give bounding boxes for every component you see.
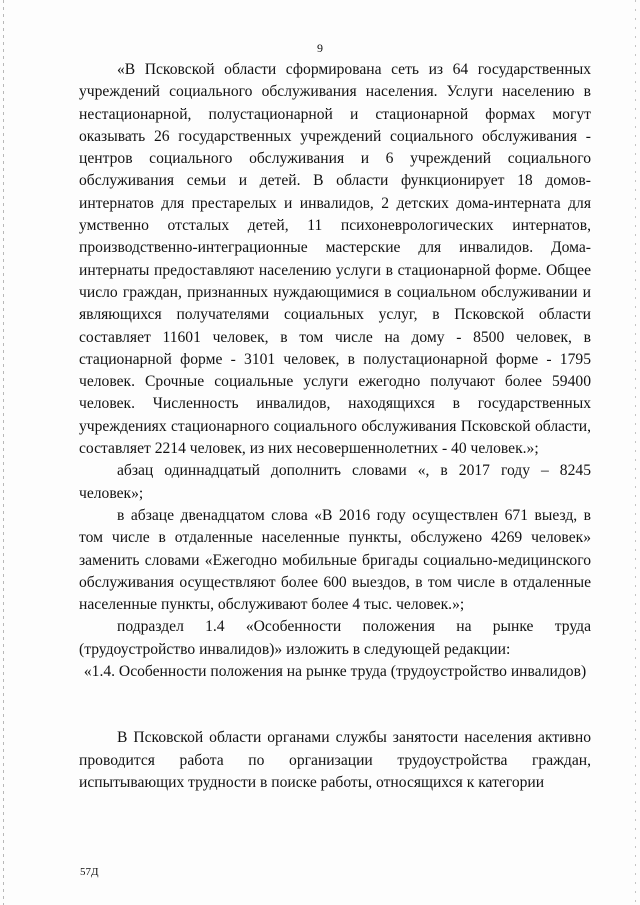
page-number: 9 [317, 41, 323, 55]
section-heading: «1.4. Особенности положения на рынке труда (трудоустройство инвалидов) [83, 663, 587, 681]
paragraph-subsection-intro: подраздел 1.4 «Особенности положения на рынке труда (трудоустройство инвалидов)» изложить в следующей редакции: [79, 618, 591, 658]
paragraph-quoted-network: «В Псковской области сформирована сеть из 64 государственных учреждений социального обслуживания населения. Услуги населению в нестационарной, полустационарной и стационарной формах могут оказывать 26 государственных учреждений социального обслуживания - центров социального обслуживания и 6 учреждений социального обслуживания семьи и детей. В области функционирует 18 домов-интернатов для престарелых и инвалидов, 2 детских дома-интерната для умственно отсталых детей, 11 психоневрологических интернатов, производственно-интеграционные мастерские для инвалидов. Дома-интернаты предоставляют населению услуги в стационарной форме. Общее число граждан, признанных нуждающимися в социальном обслуживании и являющихся получателями социальных услуг, в Псковской области составляет 11601 человек, в том числе на дому - 8500 человек, в стационарной форме - 3101 человек, в полустационарной форме - 1795 человек. Срочные социальные услуги ежегодно получают более 59400 человек. Численность инвалидов, находящихся в государственных учреждениях стационарного социального обслуживания Псковской области, составляет 2214 человек, из них несовершеннолетних - 40 человек.»; [79, 61, 591, 458]
footer-code: 57Д [80, 866, 99, 878]
paragraph-employment: В Псковской области органами службы занятости населения активно проводится работа по организации трудоустройства граждан, испытывающих трудности в поиске работы, относящихся к категории [79, 729, 591, 791]
section-spacer [79, 683, 591, 727]
scan-left-edge [3, 0, 4, 905]
paragraph-amendment-eleventh: абзац одиннадцатый дополнить словами «, в 2017 году – 8245 человек»; [79, 462, 591, 502]
paragraph-amendment-twelfth: в абзаце двенадцатом слова «В 2016 году осуществлен 671 выезд, в том числе в отдаленные населенные пункты, обслужено 4269 человек» заменить словами «Ежегодно мобильные бригады социально-медицинского обслуживания осуществляют более 600 выездов, в том числе в отдаленные населенные пункты, обслуживают более 4 тыс. человек.»; [79, 506, 591, 614]
scan-right-edge [635, 0, 636, 905]
document-body [79, 59, 591, 794]
